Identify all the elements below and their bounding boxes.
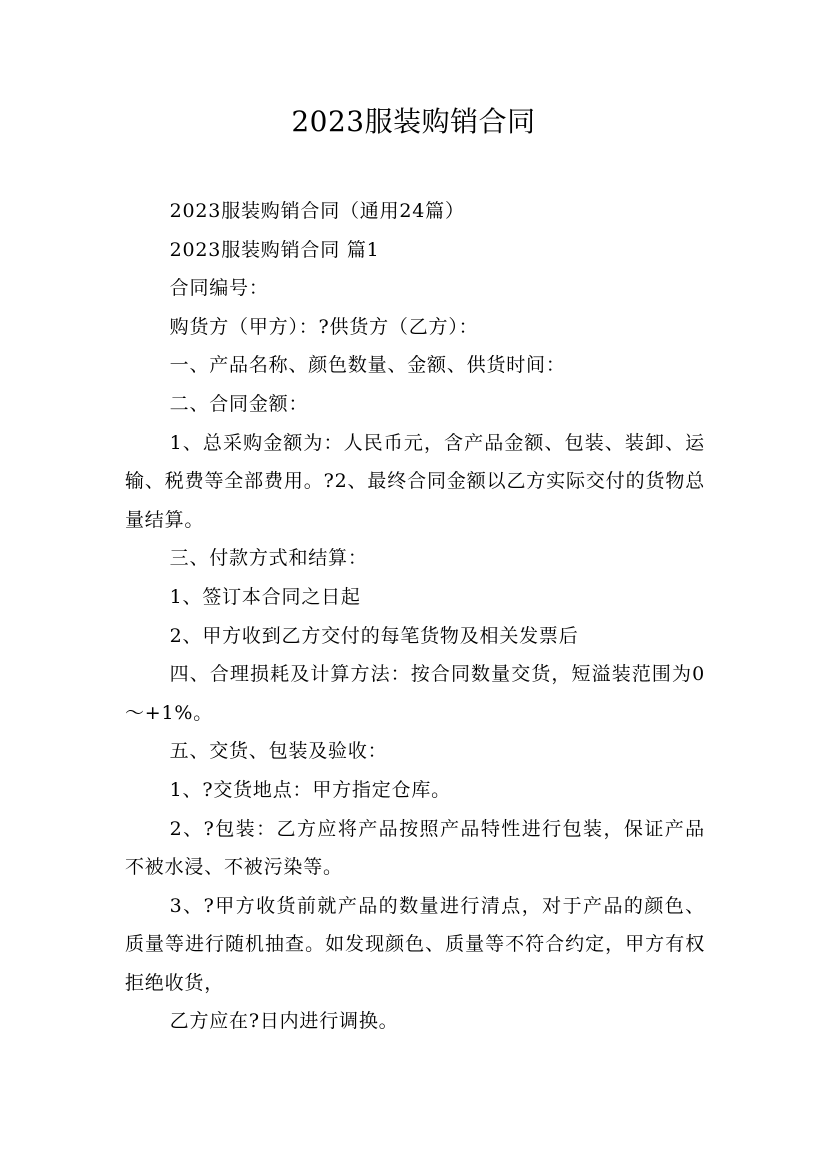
paragraph-clause-5: 五、交货、包装及验收： xyxy=(169,740,388,763)
paragraph-clause-3-1: 1、签订本合同之日起 xyxy=(169,585,361,608)
paragraph-clause-2-1: 1、总采购金额为：人民币元，含产品金额、包装、装卸、运输、税费等全部费用。?2、最终合同金额以乙方实际交付的货物总量结算。 xyxy=(125,431,705,531)
paragraph-section-heading: 2023服装购销合同 篇1 xyxy=(169,238,380,261)
paragraph-subtitle: 2023服装购销合同（通用24篇） xyxy=(169,200,465,222)
paragraph-clause-4: 四、合理损耗及计算方法：按合同数量交货，短溢装范围为0～+1%。 xyxy=(125,663,705,724)
paragraph-parties: 购货方（甲方）：?供货方（乙方）： xyxy=(169,315,479,338)
paragraph-clause-1: 一、产品名称、颜色数量、金额、供货时间： xyxy=(169,354,566,377)
paragraph-contract-number: 合同编号： xyxy=(169,277,269,300)
paragraph-clause-5-2: 2、?包装：乙方应将产品按照产品特性进行包装，保证产品不被水浸、不被污染等。 xyxy=(125,817,705,879)
paragraph-clause-3-2: 2、甲方收到乙方交付的每笔货物及相关发票后 xyxy=(169,624,579,647)
document-title: 2023服装购销合同 xyxy=(291,105,536,138)
paragraph-clause-5-3-cont: 乙方应在?日内进行调换。 xyxy=(169,1010,399,1033)
paragraph-clause-5-1: 1、?交货地点：甲方指定仓库。 xyxy=(169,778,451,801)
paragraph-clause-5-3: 3、?甲方收货前就产品的数量进行清点，对于产品的颜色、质量等进行随机抽查。如发现颜色、质量等不符合约定，甲方有权拒绝收货， xyxy=(125,894,705,994)
document-body xyxy=(125,192,705,1041)
paragraph-clause-2: 二、合同金额： xyxy=(169,392,309,415)
paragraph-clause-3: 三、付款方式和结算： xyxy=(169,547,368,570)
